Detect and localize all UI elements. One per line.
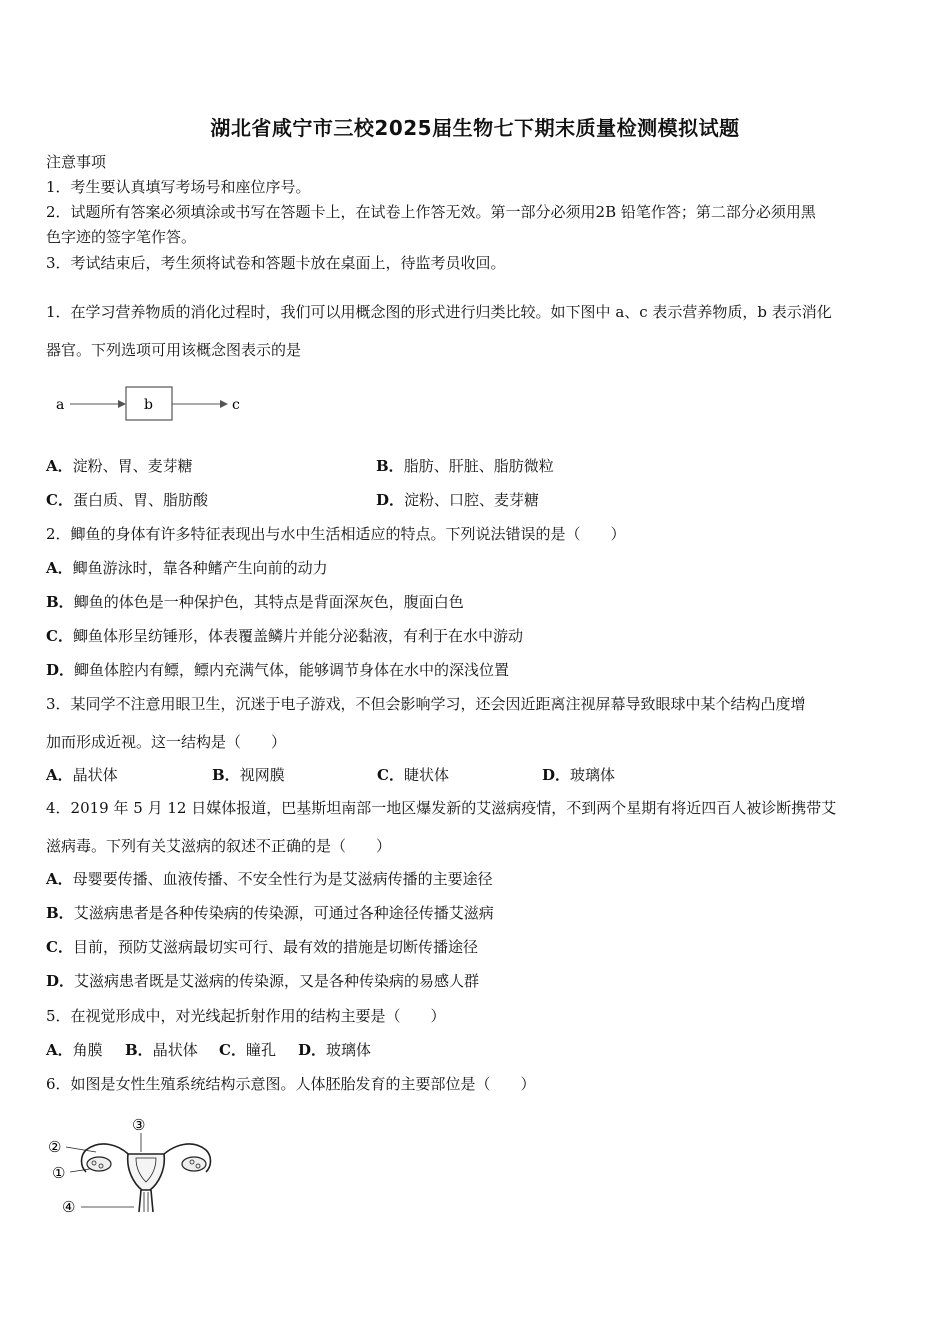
q2-option-d[interactable]: D．鲫鱼体腔内有鳔，鳔内充满气体，能够调节身体在水中的深浅位置 <box>46 661 510 679</box>
label-3: ③ <box>132 1116 146 1134</box>
diagram-label-b: b <box>144 397 153 413</box>
q2-option-c[interactable]: C．鲫鱼体形呈纺锤形，体表覆盖鳞片并能分泌黏液，有利于在水中游动 <box>46 627 523 645</box>
q1-stem-cont: 器官。下列选项可用该概念图表示的是 <box>46 341 302 359</box>
q5-stem: 5．在视觉形成中，对光线起折射作用的结构主要是（ ） <box>46 1007 446 1025</box>
q3-option-d[interactable]: D．玻璃体 <box>542 766 616 784</box>
q3-stem-cont: 加而形成近视。这一结构是（ ） <box>46 733 287 751</box>
uterus <box>128 1154 165 1190</box>
notice-item: 2．试题所有答案必须填涂或书写在答题卡上，在试卷上作答无效。第一部分必须用2B 铅笔作答；第二部分必须用黑 <box>46 203 816 221</box>
diagram-label-a: a <box>56 397 65 413</box>
q3-stem: 3．某同学不注意用眼卫生，沉迷于电子游戏，不但会影响学习，还会因近距离注视屏幕导致眼球中某个结构凸度增 <box>46 695 806 713</box>
label-4: ④ <box>62 1198 76 1216</box>
q4-option-b[interactable]: B．艾滋病患者是各种传染病的传染源，可通过各种途径传播艾滋病 <box>46 904 494 922</box>
q4-option-a[interactable]: A．母婴要传播、血液传播、不安全性行为是艾滋病传播的主要途径 <box>46 870 493 888</box>
q3-option-a[interactable]: A．晶状体 <box>46 766 118 784</box>
q4-stem: 4．2019 年 5 月 12 日媒体报道，巴基斯坦南部一地区爆发新的艾滋病疫情，不到两个星期有将近四百人被诊断携带艾 <box>46 799 837 817</box>
notice-item: 1．考生要认真填写考场号和座位序号。 <box>46 178 311 196</box>
q4-option-c[interactable]: C．目前，预防艾滋病最切实可行、最有效的措施是切断传播途径 <box>46 938 478 956</box>
q4-stem-cont: 滋病毒。下列有关艾滋病的叙述不正确的是（ ） <box>46 837 392 855</box>
q2-stem: 2．鲫鱼的身体有许多特征表现出与水中生活相适应的特点。下列说法错误的是（ ） <box>46 525 626 543</box>
q3-option-c[interactable]: C．睫状体 <box>377 766 449 784</box>
q5-option-c[interactable]: C．瞳孔 <box>219 1041 276 1059</box>
q3-option-b[interactable]: B．视网膜 <box>212 766 285 784</box>
notice-item: 3．考试结束后，考生须将试卷和答题卡放在桌面上，待监考员收回。 <box>46 254 506 272</box>
q1-option-c[interactable]: C．蛋白质、胃、脂肪酸 <box>46 491 208 509</box>
q2-option-a[interactable]: A．鲫鱼游泳时，靠各种鳍产生向前的动力 <box>46 559 328 577</box>
q5-option-b[interactable]: B．晶状体 <box>125 1041 198 1059</box>
q1-option-a[interactable]: A．淀粉、胃、麦芽糖 <box>46 457 193 475</box>
q1-option-d[interactable]: D．淀粉、口腔、麦芽糖 <box>376 491 540 509</box>
vagina <box>139 1190 153 1212</box>
q6-female-reproductive-diagram <box>44 1112 224 1218</box>
diagram-label-c: c <box>232 397 240 413</box>
label-1: ① <box>52 1164 66 1182</box>
q1-concept-diagram <box>50 382 250 426</box>
notice-item: 色字迹的签字笔作答。 <box>46 228 197 246</box>
page-title: 湖北省咸宁市三校2025届生物七下期末质量检测模拟试题 <box>210 116 740 140</box>
q4-option-d[interactable]: D．艾滋病患者既是艾滋病的传染源，又是各种传染病的易感人群 <box>46 972 480 990</box>
q5-option-d[interactable]: D．玻璃体 <box>298 1041 372 1059</box>
left-ovary <box>87 1157 111 1171</box>
q6-stem: 6．如图是女性生殖系统结构示意图。人体胚胎发育的主要部位是（ ） <box>46 1075 536 1093</box>
right-ovary <box>182 1157 206 1171</box>
q5-option-a[interactable]: A．角膜 <box>46 1041 103 1059</box>
q2-option-b[interactable]: B．鲫鱼的体色是一种保护色，其特点是背面深灰色，腹面白色 <box>46 593 464 611</box>
q1-stem: 1．在学习营养物质的消化过程时，我们可以用概念图的形式进行归类比较。如下图中 a、c 表示营养物质，b 表示消化 <box>46 303 832 321</box>
notice-heading: 注意事项 <box>46 153 107 171</box>
label-2: ② <box>48 1138 62 1156</box>
q1-option-b[interactable]: B．脂肪、肝脏、脂肪微粒 <box>376 457 554 475</box>
